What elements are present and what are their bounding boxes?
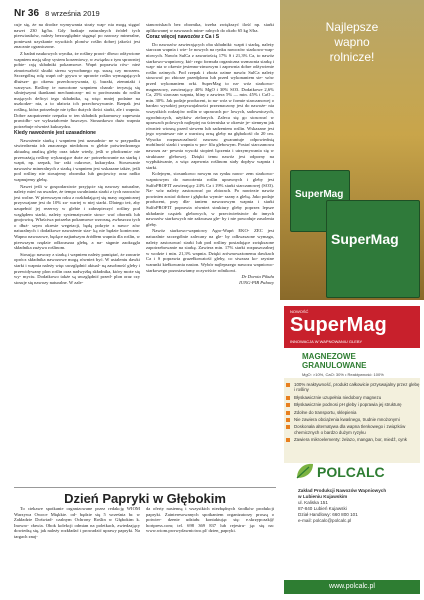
section-heading: Kiedy nawożenie jest uzasadnione [14, 130, 96, 137]
company-website[interactable]: www.polcalc.pl [284, 580, 420, 594]
company-contact [298, 488, 418, 524]
feature-item: Zdolne do transportu, sklepienia [286, 410, 420, 415]
ad-headline [286, 20, 418, 65]
paragraph: Do nawozów zawierających oba składniki: wapń i siarkę, należy siarczan wapnia i wie- le nowych na rynku nawozów siarkowo-wap- niowych. Nawóz SulCa z zawartością 17% S i 21,3% Ca, to nawóz siarkowo-wapniowy, któ- rego formuła organiczna wzmacnia siarkę i wap- nia w okresie jesienno-zimowym i zapewnia dobre odżywienie roślin ozimych. Pod rzepak i zboża ozime nawóz SulCa należy stosować po zbiorze przedplonu lub przed wykonaniem sie- wów przed wykonaniem orki. SuperMag to na- wóz siarkowo-magnezowy, zawierający 40% MgO i 30% SO3. Dodatkowe 2,6% Ca, 25% siarczan wapnia, bliny z zawiera 5% — min. 45% i CaO – min. 30%. Jak podaje producent, to na- wóz w formie siarczanowej o bardzo wysokiej przyswajalności przeznaczony jest do nawoże- nia wszystkich rodzajów roślin w uprawach po- lowych, sadowniczych, ogrodniczych, użytków zielonych. Zaleca się go stosować w uprawach polowych najlepiej na ścierniska w okresie je- siennym jak również wiosną przed siewem lub sadzeniem roślin. Wskazane jest jego wymiesza- nie z warstwą orną gleby na głębokość do 20 cm. Wysoka rozpuszczalność nawozu gwarantuje odpowiednią mobilność siarki i wapnia w pro- filu glebowym. Postać siarczanowa nawozu za- pewnia wysoki stopień łączenia i utrzymywania się w strukturze glebowej. Dzięki temu nawóz jest odporny na wypłukiwanie, a więc zapewnia roślinom stały dopływ wapnia i siarki. [146, 41, 274, 170]
feature-item: Błyskawicznie podnosi pH gleby i poprawia jej strukturę [286, 402, 420, 407]
paragraph: To ciekawe spotkanie organizowane przez redakcję WIOM Warzywa Owoce Miękkie. od- będzie się 5 września br. w Zakładzie Doświad- czalnym Ochrony Roślin w Głębokim k. Inowro- cławia. Obok kolekcji odmian na poletkach, zwiedzający dowiedzą się, jak należy rozkładać i prowadzić uprawy papryki. Na targach znaj- [14, 506, 140, 539]
page-header [14, 8, 100, 19]
product-bag-large [326, 200, 420, 298]
author-signature: Dr Dorota Pikuła [241, 274, 274, 280]
feature-item: 100% reaktywność, produkt całkowicie przyswajalny przez glebę i rośliny [286, 382, 420, 393]
feature-list [286, 382, 420, 445]
contact-line: ul. Kaliska 151 [298, 500, 328, 505]
paragraph: Kolejnym, stosunkowo nowym na rynku nawo- zem siarkowo-wapniowym do nawożenia roślin uprawnych i gleby jest SulfoPROFIT zawierający 24% Ca i 19% siarki siarczanowej (SO3). Na- wóz należy zastosować po zbiorach. Po nawiezie nawóz powinien zostać dobrze i głęboko wymie- szany z glebą. Jako podaje producent, przy dła- taniem nawozowym wapnia i siarki SulfoPROFIT poprawia również struktury gleby poprzez lepsze układanie cząstek glebowych, w przeciwieństwie do innych nawozów siarkowych nie zakwasza gle- by i nie powoduje zasolenia gleby. [146, 171, 274, 227]
paragraph: Nawożenie siarką i wapniem jest uzasadnio- ne w przypadku stwierdzenia ich znacznego niedoboru w glebie potwierdzonego aktualną analizą gleby oraz także wtedy, jeśli w płodozmia- nie przeważają rośliny wykazujące duże za- potrzebowanie na siarkę i wapń, np. rzepak, bu- raki cukrowe, kukurydza. Stosowanie nawozów mineralnych z siarką i wapniem jest wskazane także, jeśli pod rośliny nie stosujemy obornika lub gnojowicy oraz radko wapnujemy glebę. [14, 137, 140, 183]
article-column-2 [146, 22, 274, 285]
ad-headline-line: Najlepsze [325, 20, 379, 34]
paragraph: da oferty nasienną i wszystkich niezbędnych środków produkcji papryki. Zainteresowanych spotkaniem organizatorzy proszą o potwier- dzenie udziału kontaktując się: e.skrzypczak@ hortpress.com; tel. 698 369 837 lub rejestru- jąc się na: www.wiom.pwrwydawnictwo.pl/ dzien_papryki. [146, 506, 274, 534]
paragraph: Nawóz siarkowo-wapniowy Agro-Wapń EKO- ZEC jest naturalnie szczególnie zalecany na gle- by odkwaszone wymaga, należy zastosować siarki lub pod rośliny posiadające zwiększone zapotrzebowanie na siarkę. Zawiera min. 17% siarki rozpuszczalnej w wodzie i min. 21,3% wapnia. Dzięki zrównoważonemu dawkach Ca i S poprawia gruzełkowatość gleby, co stwarza ko- rzystne warunki kiełkowania nasion. Wybór najlepszego nawozu wapniowo-siarkowego pozostawiamy oczywiście rolnikowi. [146, 228, 274, 273]
feature-item: Zawiera mikroelementy: żelazo, mangan, bor, miedź, cynk [286, 437, 420, 442]
product-title-line: MAGNEZOWE [302, 352, 356, 361]
contact-line: Dział Handlowy: 660 800 101 [298, 512, 358, 517]
ad-headline-line: rolnicze! [329, 50, 375, 64]
brand-tagline: INNOWACJA W WAPNOWANIU GLEBY [290, 339, 363, 344]
brand-name: SuperMag [290, 314, 387, 336]
company-logo-text: POLCALC [317, 464, 385, 480]
bag-label: SuperMag [295, 189, 344, 200]
feature-item: Nie zawiera obciążenia kwaśnego, trudnie mnożonymi [286, 417, 420, 422]
bag-label: SuperMag [331, 231, 399, 247]
feature-item: Błyskawicznie uzupełnia niedobory magnezu [286, 395, 420, 400]
product-title [302, 352, 366, 370]
feature-item: Doskonała alternatywa dla wapna tlenkowego i związków chemicznych o bardzo dużym ryzyku [286, 424, 420, 435]
paragraph: Stosując nawozy z siarką i wapniem należy pamiętać, że zawarte oprócz składnika nawozowe mogą również być. W ustaleniu dawki siarki i wapnia należy więc uwzględnić aktual- ną zasobność gleby i przewidywany plon roślin oraz nadwyżkę składnika, który może się wy- myciu. Dodatkowo także są uwzględnić przed- plon oraz czy stosuje się nawozy naturalne. W zale- [14, 251, 140, 285]
advertisement [280, 0, 424, 600]
issue-number: Nr 36 [14, 8, 40, 19]
contact-line: Zakład Produkcji Nawozów Wapniowych [298, 488, 387, 493]
article-body-column-1 [14, 506, 140, 541]
paragraph: cuje się, że na drodze wymywania straty wap- nia mogą sięgać nawet 230 kg/ha. Gdy brakuje naturalnych źródeł tych pierwiastków, należy bezwzględnie sięgnąć po nawozy mineralne, ponieważ uzyskanie wysokich plonów roślin dobrej jakości jest znacznie ograniczone. [14, 22, 140, 50]
author-institute: IUNG-PIB Puławy [239, 279, 274, 285]
product-title-line: GRANULOWANE [302, 361, 367, 370]
contact-line: e-mail: polcalc@polcalc.pl [298, 518, 352, 523]
article-body-column-2 [146, 506, 274, 535]
contact-line: 87-840 Lubień Kujawski [298, 506, 347, 511]
contact-line: w Lubieniu Kujawskim [298, 494, 348, 499]
paragraph: stanowiskach bez obornika, trzeba zwiększyć ilość np. siarki aplikowanej w nawozach mine- ralnych do około 65 kg S/ha. [146, 22, 274, 33]
brand-new-label: NOWOŚĆ [290, 309, 309, 314]
product-composition: MgO: >10%, CaO: 30% • Reaktywność: 100% [302, 372, 384, 377]
article-title: Dzień Papryki w Głębokim [14, 487, 276, 506]
brand-banner [284, 306, 420, 348]
ad-headline-line: wapno [334, 35, 370, 49]
article-column-1 [14, 22, 140, 286]
leaf-logo-icon [295, 462, 315, 480]
paragraph: Z badań naukowych wynika, że rośliny prawi- dłowo odżywione wapniem mają silny system korzeniowy, w związku z tym sprawniej pobie- rają składniki pokarmowe. Wapń poprawia rów- nież zimotrwałość skutki stresu wywołanego np. suszą czy mrozem. Szczególną rolę wapń od- grywa w uprawie roślin wymagających dłuższe- go okresu przechowywania, tj. buraki, ziemniaki i warzywa. Rośliny te nawożone wapniem charak- teryzują się silniejszymi tkankami mechaniczny- mi w porównaniu do roślin mających deficyt tego składnika, są więc mniej podatne na uszkodze- nia, a to ułatwia ich przechowywanie. Rzepak jest rośliną, która potrzebuje nie tylko dużych ilości siarki, ale i wapnia. Dobre zaopatrzenie rzepaku w ten składnik pokarmowy zapewnia prawidło- we wykształcenie łuszczyn. Stosunkowo dużo wapnia potrzebuje również kukurydza. [14, 50, 140, 129]
issue-date: 8 września 2019 [45, 9, 100, 18]
company-logo [295, 462, 405, 484]
paragraph: Nawet jeśli w gospodarstwie przyjęcie się nawozy naturalne, należy mieć na uwadze, że tempo uwalniania siarki z tych nawozów jest wolne. W pierwszym roku z rozkładającej się masy organicznej przyswajane jest do 10% za- wartej w niej siarki. Dlatego też, aby uzupełnić jej rezerwy w glebie i zabezpieczyć rośliny pod względem siarki, należy systematycznie stoso- wać obornik lub gnojowicę. Właściwa potrzeba pokarmowe wzrosną, zwłaszcza tych o dłuż- szym okresie wegetacji, będą pokryte z nawo- zów naturalnych i dodatkowe nawożenie siar- ką nie będzie konieczne. Wapno nawozowe, będące najtańszym źródłem wapnia dla roślin, w pierwszym rzędzie odkwaszaa glebę, a na- stępnie zaokrągla składnika zużywa roślinom. [14, 183, 140, 251]
section-heading: Coraz więcej nawozów z Ca i S [146, 34, 220, 41]
